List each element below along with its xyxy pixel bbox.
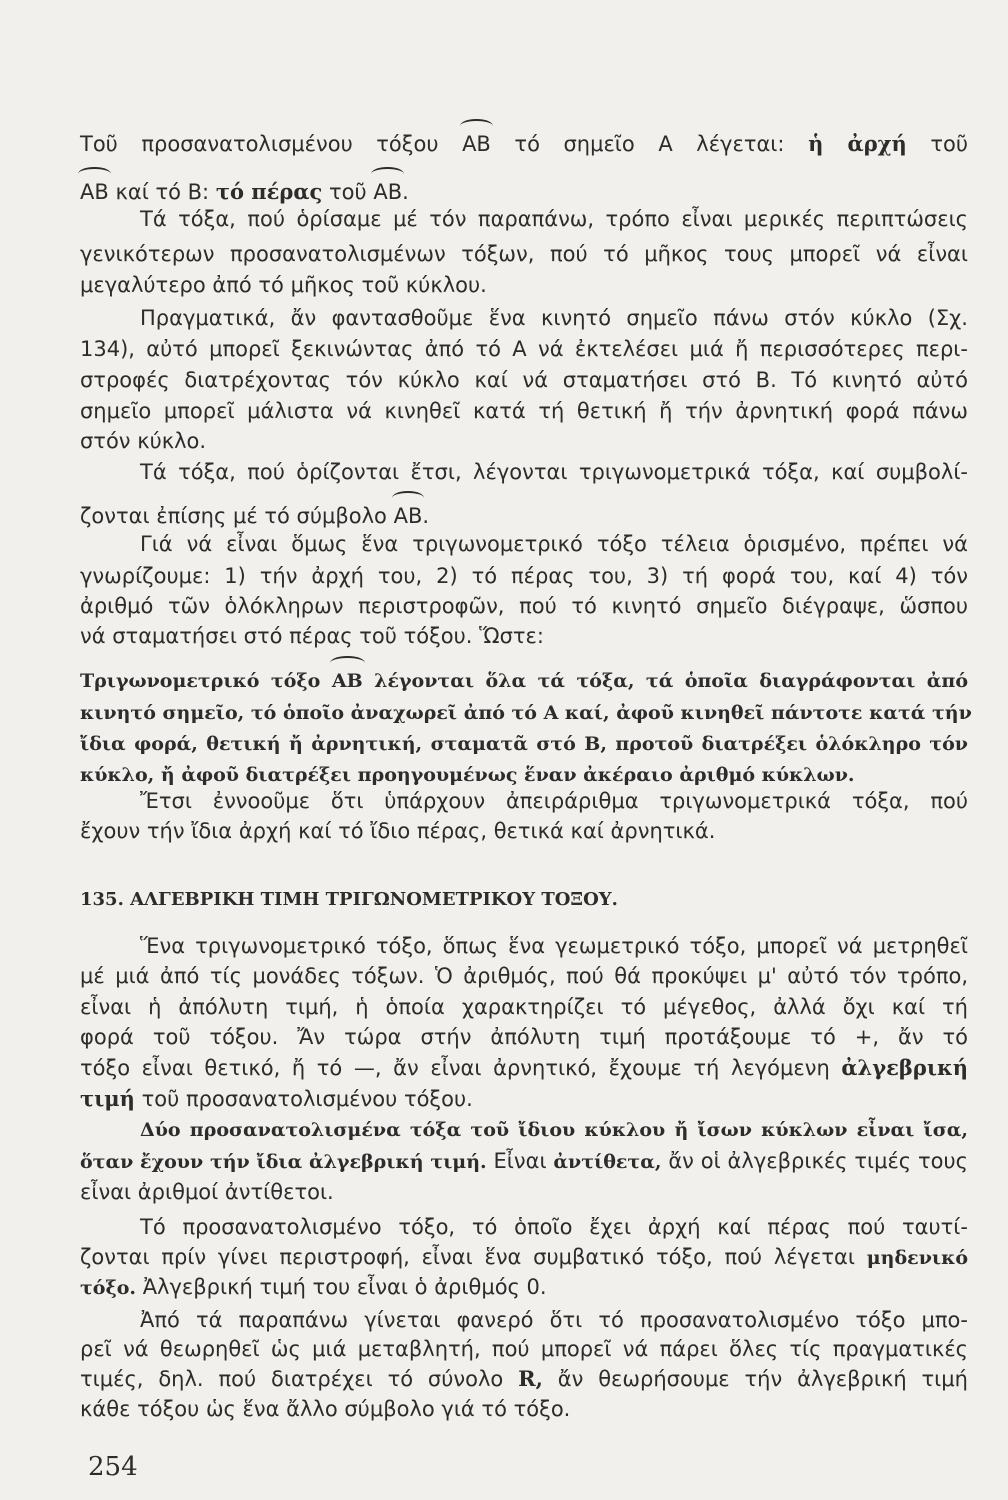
arc-symbol: AB: [394, 500, 423, 532]
text-line: Τοῦ προσανατολισμένου τόξου AB τό σημεῖο Α λέγεται: ἡ ἀρχή τοῦ: [80, 128, 968, 160]
text-line: Τό προσανατολισμένο τόξο, τό ὁποῖο ἔχει ἀρχή καί πέρας πού ταυτί-: [140, 1215, 968, 1239]
text-line: ὅταν ἔχουν τήν ἴδια ἀλγεβρική τιμή. Εἶναι ἀντίθετα, ἄν οἱ ἀλγεβρικές τιμές τους: [80, 1149, 968, 1173]
text-line: τιμές, δηλ. πού διατρέχει τό σύνολο R, ἄν θεωρήσουμε τήν ἀλγεβρική τιμή: [80, 1366, 968, 1391]
text-line: φορά τοῦ τόξου. Ἄν τώρα στήν ἀπόλυτη τιμή προτάξουμε τό +, ἄν τό: [80, 1025, 968, 1049]
text-line: ρεῖ νά θεωρηθεῖ ὡς μιά μεταβλητή, πού μπορεῖ νά πάρει ὅλες τίς πραγματικές: [80, 1337, 968, 1361]
text-line: μεγαλύτερο ἀπό τό μῆκος τοῦ κύκλου.: [80, 273, 487, 297]
text-line: ἀριθμό τῶν ὁλόκληρων περιστροφῶν, πού τό κινητό σημεῖο διέγραψε, ὥσπου: [80, 594, 968, 618]
text-line: Ἔτσι ἐννοοῦμε ὅτι ὑπάρχουν ἀπειράριθμα τριγωνομετρικά τόξα, πού: [140, 789, 968, 813]
text-line: σημεῖο μπορεῖ μάλιστα νά κινηθεῖ κατά τή θετική ἤ τήν ἀρνητική φορά πάνω: [80, 399, 968, 423]
arc-symbol: AB: [462, 128, 491, 160]
definition-line: Τριγωνομετρικό τόξο AB λέγονται ὅλα τά τόξα, τά ὁποῖα διαγράφονται ἀπό: [80, 665, 968, 697]
text-line: ἔχουν τήν ἴδια ἀρχή καί τό ἴδιο πέρας, θετικά καί ἀρνητικά.: [80, 819, 716, 843]
text-line: γνωρίζουμε: 1) τήν ἀρχή του, 2) τό πέρας του, 3) τή φορά του, καί 4) τόν: [80, 564, 968, 588]
arc-symbol: AB: [373, 176, 402, 208]
text-line: εἶναι ἡ ἀπόλυτη τιμή, ἡ ὁποία χαρακτηρίζει τό μέγεθος, ἀλλά ὄχι καί τή: [80, 995, 968, 1019]
arc-symbol: AB: [80, 176, 109, 208]
definition-line: κύκλο, ἤ ἀφοῦ διατρέξει προηγουμένως ἕναν ἀκέραιο ἀριθμό κύκλων.: [80, 764, 855, 786]
page-number: 254: [88, 1452, 138, 1482]
arc-symbol: AB: [332, 665, 363, 697]
definition-line: ἴδια φορά, θετική ἤ ἀρνητική, σταματᾶ στό Β, προτοῦ διατρέξει ὁλόκληρο τόν: [80, 733, 968, 755]
text-line: 134), αὐτό μπορεῖ ξεκινώντας ἀπό τό Α νά ἐκτελέσει μιά ἤ περισσότερες περι-: [80, 337, 968, 361]
text-line: εἶναι ἀριθμοί ἀντίθετοι.: [80, 1180, 334, 1204]
text-line: στόν κύκλο.: [80, 429, 207, 453]
text-line: τιμή τοῦ προσανατολισμένου τόξου.: [80, 1086, 473, 1111]
text-line: τόξο. Ἀλγεβρική τιμή του εἶναι ὁ ἀριθμός 0.: [80, 1275, 547, 1299]
text-line: Τά τόξα, πού ὁρίσαμε μέ τόν παραπάνω, τρόπο εἶναι μερικές περιπτώσεις: [140, 207, 968, 231]
text-line: Γιά νά εἶναι ὅμως ἕνα τριγωνομετρικό τόξο τέλεια ὁρισμένο, πρέπει νά: [140, 532, 968, 556]
text-line: κάθε τόξου ὡς ἕνα ἄλλο σύμβολο γιά τό τόξο.: [80, 1397, 571, 1421]
text-line: Ἀπό τά παραπάνω γίνεται φανερό ὅτι τό προσανατολισμένο τόξο μπο-: [140, 1308, 968, 1332]
section-heading: 135. ΑΛΓΕΒΡΙΚΗ ΤΙΜΗ ΤΡΙΓΩΝΟΜΕΤΡΙΚΟΥ ΤΟΞΟΥ.: [80, 889, 618, 910]
text-line: μέ μιά ἀπό τίς μονάδες τόξων. Ὁ ἀριθμός, πού θά προκύψει μ' αὐτό τόν τρόπο,: [80, 964, 968, 988]
text-line: ζονται πρίν γίνει περιστροφή, εἶναι ἕνα συμβατικό τόξο, πού λέγεται μηδενικό: [80, 1245, 968, 1269]
text-line: Πραγματικά, ἄν φαντασθοῦμε ἕνα κινητό σημεῖο πάνω στόν κύκλο (Σχ.: [140, 306, 968, 330]
text-line: Ἕνα τριγωνομετρικό τόξο, ὅπως ἕνα γεωμετρικό τόξο, μπορεῖ νά μετρηθεῖ: [140, 934, 968, 958]
definition-line: κινητό σημεῖο, τό ὁποῖο ἀναχωρεῖ ἀπό τό Α καί, ἀφοῦ κινηθεῖ πάντοτε κατά τήν: [80, 702, 972, 724]
text-line: Τά τόξα, πού ὁρίζονται ἔτσι, λέγονται τριγωνομετρικά τόξα, καί συμβολί-: [140, 460, 968, 484]
definition-line: Δύο προσανατολισμένα τόξα τοῦ ἴδιου κύκλου ἤ ἴσων κύκλων εἶναι ἴσα,: [140, 1119, 968, 1141]
text-line: νά σταματήσει στό πέρας τοῦ τόξου. Ὥστε:: [80, 624, 544, 648]
text-line: γενικότερων προσανατολισμένων τόξων, πού τό μῆκος τους μπορεῖ νά εἶναι: [80, 242, 968, 266]
text-line: ζονται ἐπίσης μέ τό σύμβολο AB.: [80, 500, 968, 532]
text-line: τόξο εἶναι θετικό, ἤ τό —, ἄν εἶναι ἀρνητικό, ἔχουμε τή λεγόμενη ἀλγεβρική: [80, 1055, 968, 1080]
text-line: AB καί τό Β: τό πέρας τοῦ AB.: [80, 176, 968, 208]
text-line: στροφές διατρέχοντας τόν κύκλο καί νά σταματήσει στό Β. Τό κινητό αὐτό: [80, 368, 968, 392]
